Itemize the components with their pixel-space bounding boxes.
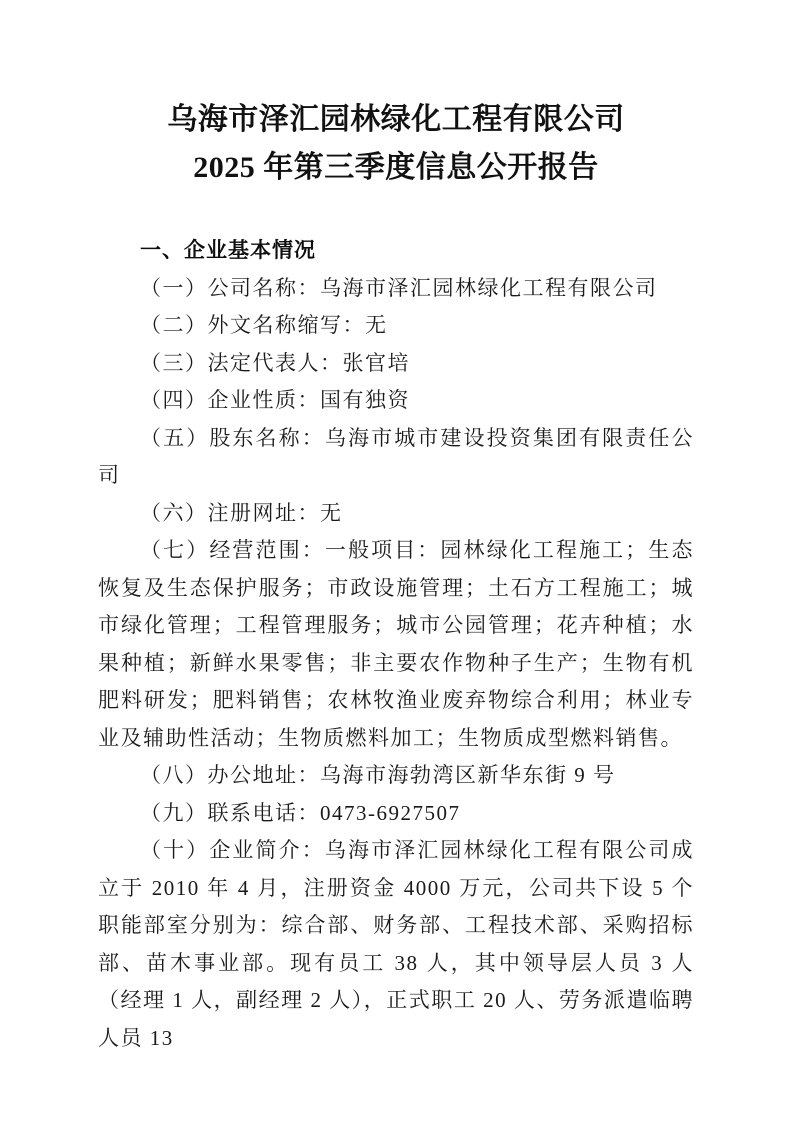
paragraph-company-name: （一）公司名称：乌海市泽汇园林绿化工程有限公司 [140,275,658,300]
paragraph-foreign-name-abbreviation: （二）外文名称缩写：无 [140,313,388,337]
paragraph-contact-phone: （九）联系电话：0473-6927507 [140,800,461,825]
document-title-line1: 乌海市泽汇园林绿化工程有限公司 [167,103,625,136]
section-heading-basic-info: 一、企业基本情况 [140,239,316,262]
document-title-line2: 2025 年第三季度信息公开报告 [193,151,599,184]
paragraph-enterprise-nature: （四）企业性质：国有独资 [140,388,410,412]
paragraph-office-address: （八）办公地址：乌海市海勃湾区新华东街 9 号 [140,763,616,787]
paragraph-legal-representative: （三）法定代表人：张官培 [140,350,410,375]
paragraph-business-scope: （七）经营范围：一般项目：园林绿化工程施工；生态恢复及生态保护服务；市政设施管理；土石方工程施工；城市绿化管理；工程管理服务；城市公园管理；花卉种植；水果种植；新鲜水果零售；非主要农作物种子生产；生物有机肥料研发；肥料销售；农林牧渔业废弃物综合利用；林业专业及辅助性活动；生物质燃料加工；生物质成型燃料销售。 [98,538,694,750]
document-title [98,96,694,192]
document-body [98,232,694,1057]
paragraph-company-profile: （十）企业简介：乌海市泽汇园林绿化工程有限公司成立于 2010 年 4 月，注册资金 4000 万元，公司共下设 5 个职能部室分别为：综合部、财务部、工程技术部、采购招标部、苗木事业部。现有员工 38 人，其中领导层人员 3 人（经理 1 人，副经理 2 人），正式职工 20 人、劳务派遣临聘人员 13 [98,838,694,1050]
paragraph-shareholder-name: （五）股东名称：乌海市城市建设投资集团有限责任公司 [98,425,694,487]
paragraph-registered-website: （六）注册网址：无 [140,500,343,525]
